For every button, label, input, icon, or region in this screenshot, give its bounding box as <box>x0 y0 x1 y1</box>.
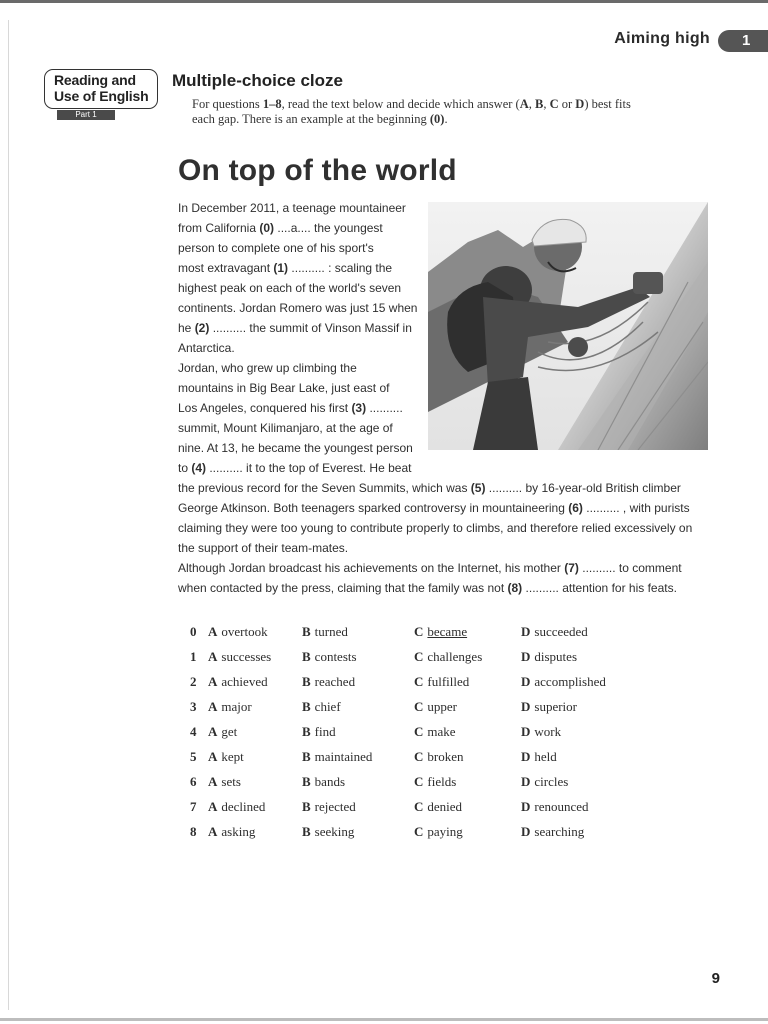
article-line: most extravagant (1) .......... : scaling the <box>178 261 393 275</box>
question-number: 6 <box>190 774 197 789</box>
option-c: C denied <box>414 799 463 814</box>
article-title: On top of the world <box>178 154 457 187</box>
option-d: D circles <box>521 774 569 789</box>
option-d: D succeeded <box>521 624 588 639</box>
option-c: C fields <box>414 774 457 789</box>
option-a: A get <box>208 724 238 739</box>
article-line: claiming they were too young to contribute properly to climbs, and therefore relied excessively on <box>178 521 693 535</box>
option-c: C make <box>414 724 456 739</box>
article-line: highest peak on each of the world's seven <box>178 281 402 295</box>
article-line: the previous record for the Seven Summits, which was (5) .......... by 16-year-old British climber <box>178 481 681 495</box>
article-line: Los Angeles, conquered his first (3) .......... <box>178 401 403 415</box>
option-b: B contests <box>302 649 357 664</box>
option-row-5 <box>190 749 650 774</box>
question-number: 2 <box>190 674 197 689</box>
answer-options-table <box>190 624 650 849</box>
article-line: Although Jordan broadcast his achievements on the Internet, his mother (7) .......... to comment <box>178 561 682 575</box>
option-row-0 <box>190 624 650 649</box>
option-row-3 <box>190 699 650 724</box>
question-number: 3 <box>190 699 197 714</box>
option-d: D searching <box>521 824 585 839</box>
option-d: D accomplished <box>521 674 606 689</box>
climber-photo-illustration <box>428 202 708 450</box>
option-d: D superior <box>521 699 577 714</box>
option-d: D work <box>521 724 562 739</box>
question-number: 5 <box>190 749 197 764</box>
article-line: Jordan, who grew up climbing the <box>178 361 357 375</box>
gap-number: (4) <box>191 461 207 475</box>
left-margin-line <box>8 20 9 1010</box>
top-border <box>0 0 768 3</box>
section-label-line2: Use of English <box>54 88 149 104</box>
option-row-4 <box>190 724 650 749</box>
article-line: summit, Mount Kilimanjaro, at the age of <box>178 421 393 435</box>
section-label <box>44 69 158 109</box>
option-b: B find <box>302 724 336 739</box>
article-line: Antarctica. <box>178 341 235 355</box>
gap-number: (7) <box>564 561 579 575</box>
question-number: 1 <box>190 649 197 664</box>
question-number: 4 <box>190 724 197 739</box>
article-line: the support of their team-mates. <box>178 541 349 555</box>
option-row-6 <box>190 774 650 799</box>
option-a: A overtook <box>208 624 268 639</box>
task-title: Multiple-choice cloze <box>172 71 343 90</box>
climber-photo <box>428 202 708 450</box>
option-a: A declined <box>208 799 266 814</box>
option-row-2 <box>190 674 650 699</box>
option-row-7 <box>190 799 650 824</box>
page-number: 9 <box>711 970 720 987</box>
gap-number: (6) <box>568 501 583 515</box>
option-c: C upper <box>414 699 457 714</box>
gap-number: (2) <box>194 321 210 335</box>
option-d: D held <box>521 749 557 764</box>
question-number: 0 <box>190 624 197 639</box>
task-instructions <box>192 97 722 127</box>
article-line: from California (0) ....a.... the youngest <box>178 221 383 235</box>
option-b: B bands <box>302 774 346 789</box>
article-line: nine. At 13, he became the youngest person <box>178 441 413 455</box>
instructions-line-1: For questions 1–8, read the text below and decide which answer (A, B, C or D) best fits <box>192 97 631 111</box>
option-b: B seeking <box>302 824 355 839</box>
gap-number: (1) <box>273 261 289 275</box>
gap-number: (5) <box>470 481 486 495</box>
gap-number: (8) <box>507 581 523 595</box>
bottom-border <box>0 1018 768 1021</box>
header-title: Aiming high <box>614 30 710 47</box>
article-line: person to complete one of his sport's <box>178 241 374 255</box>
option-row-1 <box>190 649 650 674</box>
option-b: B turned <box>302 624 348 639</box>
option-row-8 <box>190 824 650 849</box>
section-label-line1: Reading and <box>54 72 136 88</box>
instructions-line-2: each gap. There is an example at the beginning (0). <box>192 112 448 126</box>
part-tag: Part 1 <box>57 110 115 120</box>
article-line: mountains in Big Bear Lake, just east of <box>178 381 390 395</box>
option-a: A kept <box>208 749 244 764</box>
option-a: A sets <box>208 774 241 789</box>
option-c: C paying <box>414 824 463 839</box>
article-line: continents. Jordan Romero was just 15 when <box>178 301 418 315</box>
option-c: C challenges <box>414 649 483 664</box>
option-c: C fulfilled <box>414 674 470 689</box>
unit-number-tab: 1 <box>718 30 768 52</box>
article-line: In December 2011, a teenage mountaineer <box>178 201 406 215</box>
question-number: 8 <box>190 824 197 839</box>
option-b: B rejected <box>302 799 356 814</box>
option-b: B chief <box>302 699 341 714</box>
option-a: A major <box>208 699 252 714</box>
question-number: 7 <box>190 799 197 814</box>
option-c: C broken <box>414 749 464 764</box>
option-a: A achieved <box>208 674 268 689</box>
option-a: A successes <box>208 649 272 664</box>
article-line: he (2) .......... the summit of Vinson Massif in <box>178 321 412 335</box>
article-line: when contacted by the press, claiming that the family was not (8) .......... attention for his feats. <box>178 581 677 595</box>
gap-number: (0) <box>259 221 275 235</box>
option-d: D disputes <box>521 649 578 664</box>
option-b: B reached <box>302 674 356 689</box>
option-a: A asking <box>208 824 256 839</box>
option-b: B maintained <box>302 749 373 764</box>
option-d: D renounced <box>521 799 589 814</box>
gap-number: (3) <box>351 401 367 415</box>
article-line: to (4) .......... it to the top of Everest. He beat <box>178 461 412 475</box>
option-c: C became <box>414 624 468 639</box>
article-line: George Atkinson. Both teenagers sparked controversy in mountaineering (6) .......... , with purists <box>178 501 690 515</box>
